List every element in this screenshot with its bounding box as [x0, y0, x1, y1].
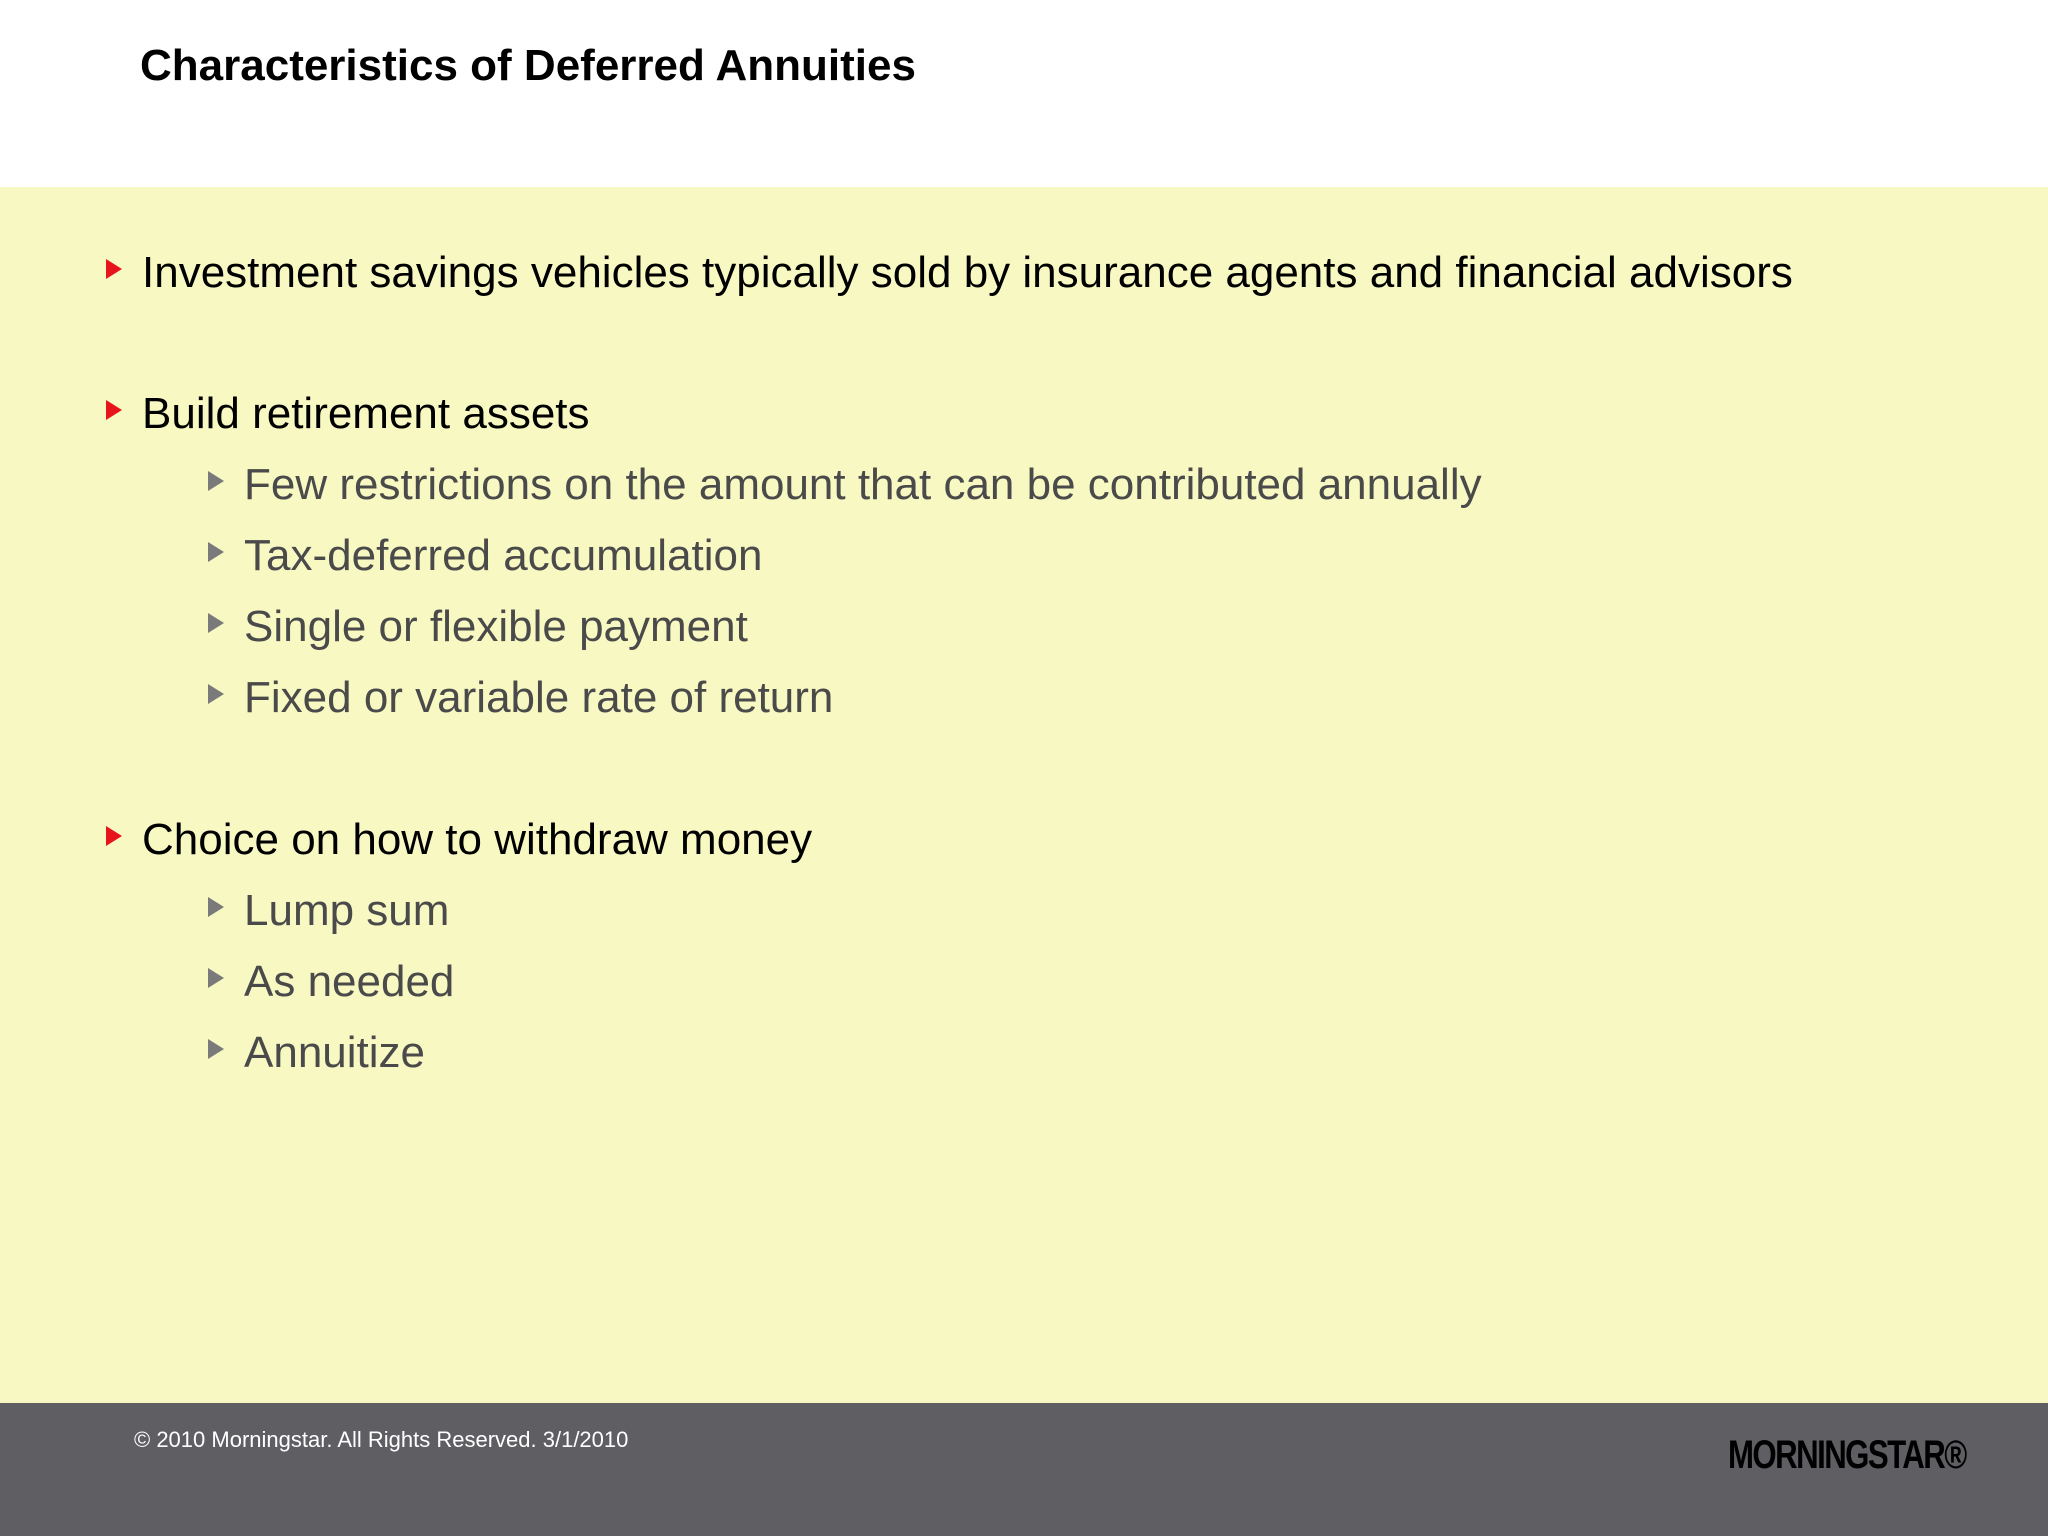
- bullet-text: Build retirement assets: [142, 389, 590, 438]
- red-triangle-bullet-icon: [106, 826, 122, 846]
- sub-bullet-text: Annuitize: [244, 1028, 426, 1077]
- slide-content: [0, 187, 2048, 1403]
- gray-triangle-bullet-icon: [208, 542, 224, 562]
- red-triangle-bullet-icon: [106, 259, 122, 279]
- gray-triangle-bullet-icon: [208, 471, 224, 491]
- gray-triangle-bullet-icon: [208, 968, 224, 988]
- morningstar-logo: [1728, 1429, 2033, 1477]
- logo-wordmark: MORNINGSTAR®: [1728, 1433, 1966, 1477]
- bullet-item: [106, 243, 1793, 303]
- bullet-text: Investment savings vehicles typically sold by insurance agents and financial advisors: [142, 248, 1793, 297]
- bullet-text: Choice on how to withdraw money: [142, 815, 813, 864]
- sub-bullet-text: As needed: [244, 957, 455, 1006]
- slide-header: [0, 0, 2048, 187]
- sub-bullet-item: [208, 455, 1482, 515]
- sub-bullet-item: [208, 526, 762, 586]
- gray-triangle-bullet-icon: [208, 613, 224, 633]
- sub-bullet-item: [208, 597, 748, 657]
- slide-title: Characteristics of Deferred Annuities: [140, 41, 916, 90]
- copyright-text: © 2010 Morningstar. All Rights Reserved. 3/1/2010: [134, 1427, 629, 1452]
- sub-bullet-item: [208, 1023, 425, 1083]
- sub-bullet-item: [208, 668, 833, 728]
- sub-bullet-text: Single or flexible payment: [244, 602, 748, 651]
- gray-triangle-bullet-icon: [208, 684, 224, 704]
- gray-triangle-bullet-icon: [208, 1039, 224, 1059]
- bullet-item: [106, 810, 812, 870]
- sub-bullet-item: [208, 952, 454, 1012]
- sub-bullet-text: Fixed or variable rate of return: [244, 673, 834, 722]
- gray-triangle-bullet-icon: [208, 897, 224, 917]
- sub-bullet-item: [208, 881, 449, 941]
- sub-bullet-text: Lump sum: [244, 886, 450, 935]
- sub-bullet-text: Tax-deferred accumulation: [244, 531, 763, 580]
- slide-footer: [0, 1403, 2048, 1536]
- bullet-item: [106, 384, 590, 444]
- sub-bullet-text: Few restrictions on the amount that can be contributed annually: [244, 460, 1482, 509]
- red-triangle-bullet-icon: [106, 400, 122, 420]
